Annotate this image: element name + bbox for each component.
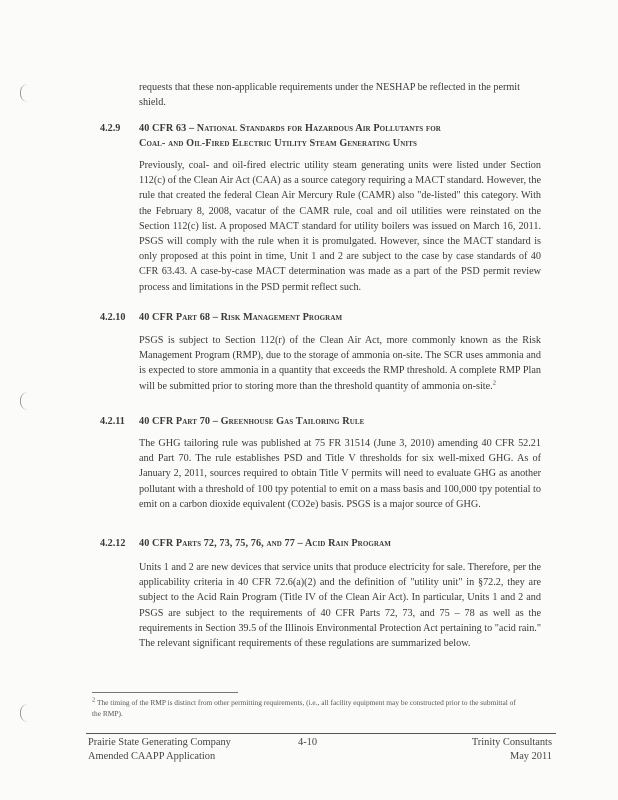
section-title-line: Coal- and Oil-Fired Electric Utility Steam Generating Units (139, 138, 417, 150)
footnote (92, 697, 522, 719)
footnote-marker: 2 (92, 696, 96, 704)
section-paragraph (139, 333, 541, 394)
footer-company: Prairie State Generating Company (88, 737, 231, 748)
section-number: 4.2.9 (100, 123, 121, 134)
footnote-text: The timing of the RMP is distinct from other permitting requirements, (i.e., all facility equipment may be constructed prior to the submittal of the RMP). (92, 698, 516, 718)
footer-date: May 2011 (509, 751, 552, 762)
section-title (139, 121, 539, 151)
footnote-divider (92, 692, 238, 693)
section-number: 4.2.12 (100, 538, 126, 549)
section-number: 4.2.10 (100, 312, 126, 323)
section-paragraph: Previously, coal- and oil-fired electric utility steam generating units were listed under Section 112(c) of the Clean Air Act (CAA) as a source category requiring a MACT standard. However, the rule that created the federal Clean Air Mercury Rule (CAMR) also "de-listed" this category. With the February 8, 2008, vacatur of the CAMR rule, coal and oil utilities were reinstated on the Section 112(c) list. A proposed MACT standard for utility boilers was issued on March 16, 2011. PSGS will comply with the rule when it is promulgated. However, since the MACT standard is only proposed at this point in time, Unit 1 and 2 are subject to the case by case standards of 40 CFR 63.43. A case-by-case MACT determination was made as a part of the PSD permit review process and limitations in the PSD permit reflect such. (139, 160, 541, 293)
footer-page-number: 4-10 (298, 737, 318, 748)
footnote-reference: 2 (492, 379, 496, 387)
section-title: 40 CFR Parts 72, 73, 75, 76, and 77 – Acid Rain Program (139, 538, 391, 549)
section-paragraph: The GHG tailoring rule was published at 75 FR 31514 (June 3, 2010) amending 40 CFR 52.21 and Part 70. The rule establishes PSD and Title V thresholds for six well-mixed GHG. As of January 2, 2011, sources required to obtain Title V permits will need to evaluate GHG as another pollutant with a threshold of 100 tpy potential to emit on a mass basis and 100,000 tpy potential to emit on a carbon dioxide equivalent (CO2e) basis. PSGS is a major source of GHG. (139, 438, 541, 510)
margin-mark-bottom (20, 704, 31, 722)
intro-paragraph: requests that these non-applicable requirements under the NESHAP be reflected in the permit shield. (139, 82, 520, 109)
section-number: 4.2.11 (100, 416, 125, 427)
paragraph-text: PSGS is subject to Section 112(r) of the Clean Air Act, more commonly known as the Risk Management Program (RMP), due to the storage of ammonia on-site. The SCR uses ammonia and is expected to store ammonia in a quantity that exceeds the RMP threshold. A complete RMP Plan will be submitted prior to storing more than the threshold quantity of ammonia on-site. (139, 335, 541, 392)
margin-mark-top (20, 84, 31, 102)
footer-left (88, 736, 231, 764)
margin-mark-middle (20, 392, 31, 410)
section-title-line: 40 CFR 63 – National Standards for Hazardous Air Pollutants for (139, 123, 441, 134)
footer-right (430, 736, 552, 764)
footer-document: Amended CAAPP Application (88, 751, 216, 762)
footer-divider (86, 733, 556, 734)
section-title: 40 CFR Part 70 – Greenhouse Gas Tailoring Rule (139, 416, 365, 427)
section-paragraph: Units 1 and 2 are new devices that service units that produce electricity for sale. Therefore, per the applicability criteria in 40 CFR 72.6(a)(2) and the definition of "utility unit" in §72.2, they are subject to the Acid Rain Program (Title IV of the Clean Air Act). In particular, Units 1 and 2 and PSGS are subject to the requirements of 40 CFR Parts 72, 73, and 75 – 78 as well as the requirements in Section 39.5 of the Illinois Environmental Protection Act pertaining to "acid rain." The relevant significant requirements of these regulations are summarized below. (139, 562, 541, 650)
footer-consultant: Trinity Consultants (471, 737, 552, 748)
section-title: 40 CFR Part 68 – Risk Management Program (139, 312, 343, 323)
